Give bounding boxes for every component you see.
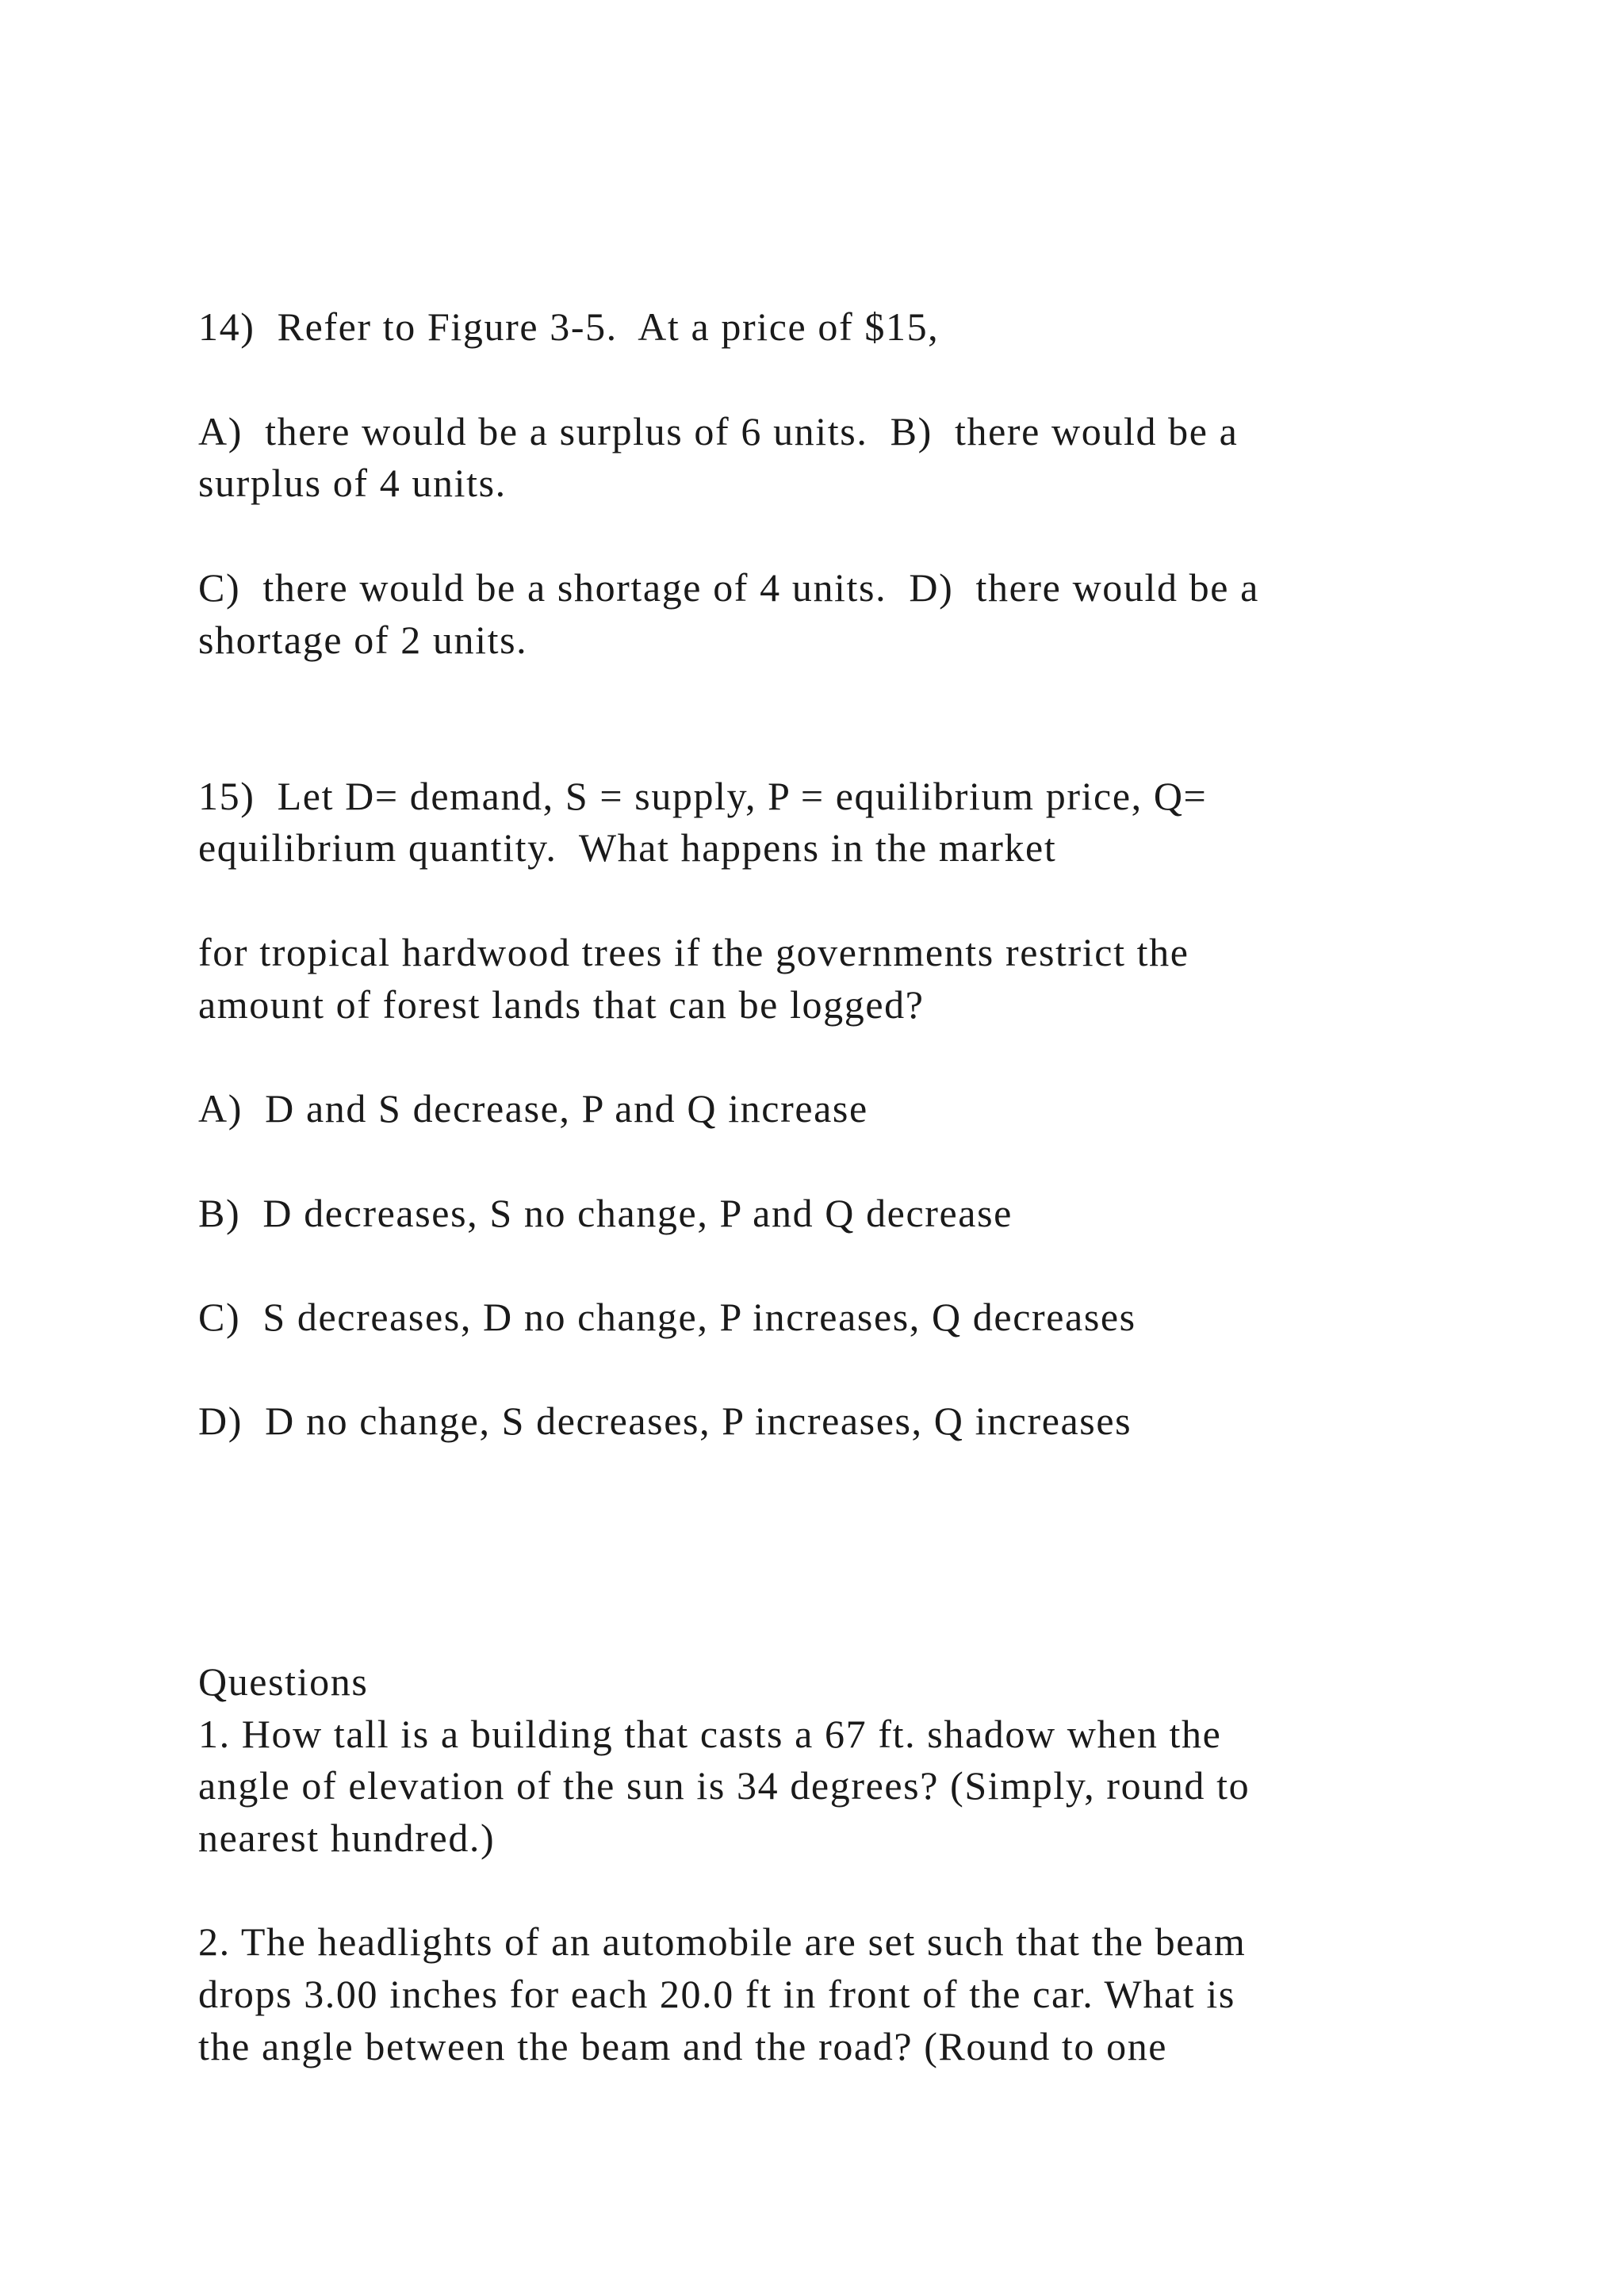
q15-stem-line-4: amount of forest lands that can be logged? bbox=[198, 982, 925, 1027]
q15-stem-line-2: equilibrium quantity. What happens in the market bbox=[198, 825, 1057, 870]
question-2-line-2: drops 3.00 inches for each 20.0 ft in front of the car. What is bbox=[198, 1972, 1235, 2016]
question-1-line-2: angle of elevation of the sun is 34 degrees? (Simply, round to bbox=[198, 1763, 1251, 1808]
q15-stem-line-1: 15) Let D= demand, S = supply, P = equilibrium price, Q= bbox=[198, 774, 1208, 818]
q15-option-c: C) S decreases, D no change, P increases, Q decreases bbox=[198, 1295, 1136, 1339]
question-2-line-1: 2. The headlights of an automobile are set such that the beam bbox=[198, 1919, 1247, 1964]
questions-heading: Questions bbox=[198, 1659, 369, 1704]
q15-stem-line-3: for tropical hardwood trees if the governments restrict the bbox=[198, 930, 1189, 974]
q14-stem: 14) Refer to Figure 3-5. At a price of $15, bbox=[198, 304, 940, 349]
q14-options-ab-cont: surplus of 4 units. bbox=[198, 461, 507, 505]
q15-option-a: A) D and S decrease, P and Q increase bbox=[198, 1086, 868, 1131]
q14-options-ab: A) there would be a surplus of 6 units. B) there would be a bbox=[198, 409, 1239, 453]
question-1-line-3: nearest hundred.) bbox=[198, 1816, 496, 1860]
question-1-line-1: 1. How tall is a building that casts a 67 ft. shadow when the bbox=[198, 1712, 1222, 1756]
q14-options-cd: C) there would be a shortage of 4 units. D) there would be a bbox=[198, 565, 1259, 610]
question-2-line-3: the angle between the beam and the road? (Round to one bbox=[198, 2024, 1168, 2068]
q14-options-cd-cont: shortage of 2 units. bbox=[198, 618, 528, 662]
q15-option-d: D) D no change, S decreases, P increases, Q increases bbox=[198, 1399, 1132, 1443]
q15-option-b: B) D decreases, S no change, P and Q decrease bbox=[198, 1191, 1013, 1235]
